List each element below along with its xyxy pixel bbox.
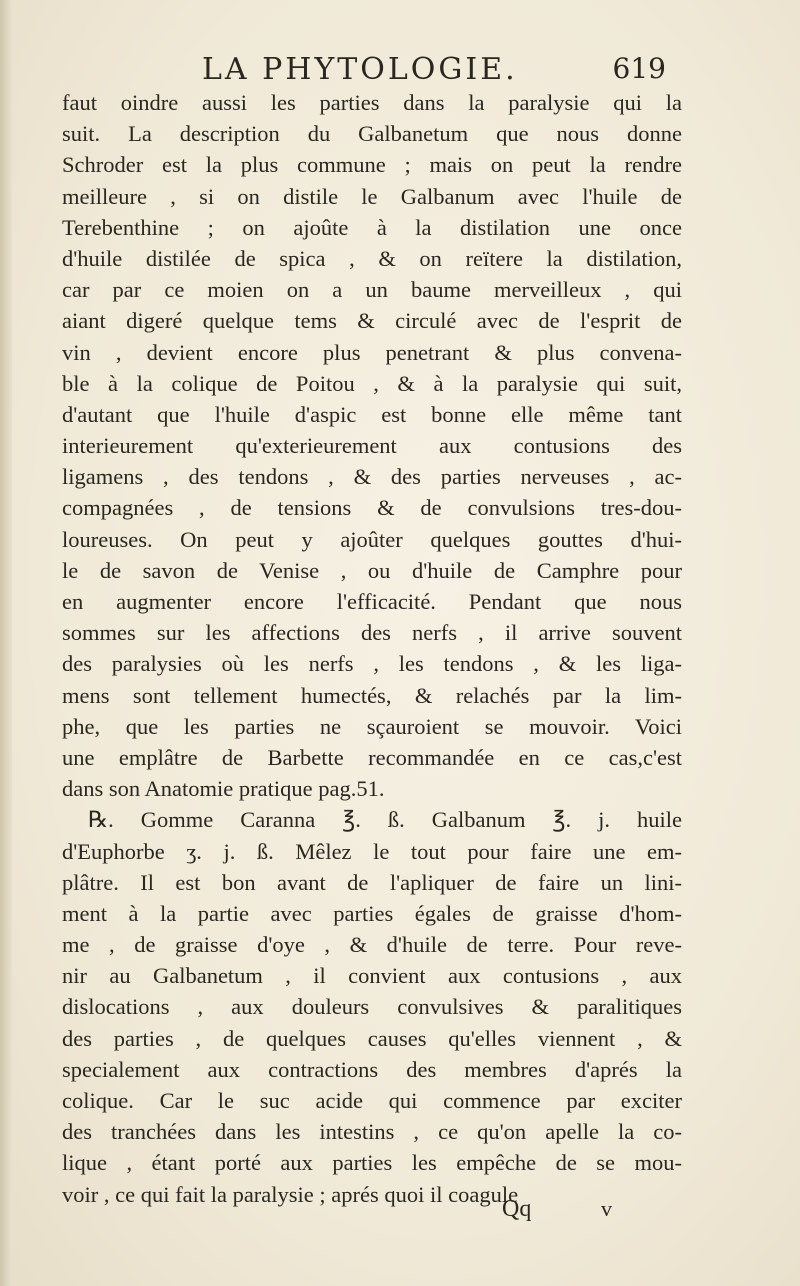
text-line: voir , ce qui fait la paralysie ; aprés quoi il coagule: [62, 1181, 519, 1207]
text-line: dans son Anatomie pratique pag.51.: [62, 776, 385, 802]
text-line: des tranchées dans les intestins , ce qu'on apelle la co-: [62, 1119, 682, 1145]
text-line: Schroder est la plus commune ; mais on peut la rendre: [62, 152, 682, 178]
text-line: ble à la colique de Poitou , & à la paralysie qui suit,: [62, 370, 682, 396]
signature-mark: Qq: [502, 1196, 532, 1222]
text-line: car par ce moien on a un baume merveilleux , qui: [62, 277, 682, 303]
text-line: loureuses. On peut y ajoûter quelques gouttes d'hui-: [62, 526, 682, 552]
page-footer: [62, 1196, 682, 1230]
text-line: nir au Galbanetum , il convient aux contusions , aux: [62, 963, 682, 989]
text-line: compagnées , de tensions & de convulsions tres-dou-: [62, 495, 682, 521]
text-line: specialement aux contractions des membres d'aprés la: [62, 1056, 682, 1082]
text-line: le de savon de Venise , ou d'huile de Camphre pour: [62, 557, 682, 583]
text-line: en augmenter encore l'efficacité. Pendant que nous: [62, 589, 682, 614]
text-line: interieurement qu'exterieurement aux contusions des: [62, 433, 682, 459]
text-line: colique. Car le suc acide qui commence par exciter: [62, 1088, 682, 1113]
text-line: lique , étant porté aux parties les empêche de se mou-: [62, 1150, 682, 1176]
text-line: ℞. Gomme Caranna ℥. ß. Galbanum ℥. j. huile: [88, 807, 682, 833]
page-number: 619: [612, 52, 666, 85]
text-line: aiant digeré quelque tems & circulé avec de l'esprit de: [62, 308, 682, 334]
text-line: mens sont tellement humectés, & relachés par la lim-: [62, 682, 682, 708]
page-gutter-shadow: [0, 0, 12, 1286]
text-line: d'huile distilée de spica , & on reïtere la distilation,: [62, 245, 682, 271]
text-line: une emplâtre de Barbette recommandée en ce cas,c'est: [62, 744, 682, 770]
running-head: [62, 52, 666, 92]
text-line: vin , devient encore plus penetrant & plus convena-: [62, 339, 682, 365]
text-line: d'Euphorbe ʒ. j. ß. Mêlez le tout pour faire une em-: [62, 838, 682, 864]
text-line: phe, que les parties ne sçauroient se mouvoir. Voici: [62, 713, 682, 739]
text-line: d'autant que l'huile d'aspic est bonne elle même tant: [62, 401, 682, 427]
text-line: dislocations , aux douleurs convulsives & paralitiques: [62, 994, 682, 1020]
text-line: me , de graisse d'oye , & d'huile de terre. Pour reve-: [62, 932, 682, 958]
body-text: [62, 87, 682, 1210]
text-line: meilleure , si on distile le Galbanum avec l'huile de: [62, 183, 682, 209]
text-line: ment à la partie avec parties égales de graisse d'hom-: [62, 900, 682, 926]
text-line: sommes sur les affections des nerfs , il arrive souvent: [62, 620, 682, 646]
text-line: ligamens , des tendons , & des parties nerveuses , ac-: [62, 464, 682, 490]
text-line: suit. La description du Galbanetum que nous donne: [62, 121, 682, 147]
text-line: des parties , de quelques causes qu'elles viennent , &: [62, 1025, 682, 1051]
text-line: des paralysies où les nerfs , les tendons , & les liga-: [62, 651, 682, 677]
text-line: plâtre. Il est bon avant de l'apliquer de faire un lini-: [62, 869, 682, 895]
catchword: v: [601, 1196, 612, 1221]
text-line: Terebenthine ; on ajoûte à la distilation une once: [62, 214, 682, 240]
text-line: faut oindre aussi les parties dans la paralysie qui la: [62, 90, 682, 115]
running-title: LA PHYTOLOGIE.: [202, 52, 518, 87]
